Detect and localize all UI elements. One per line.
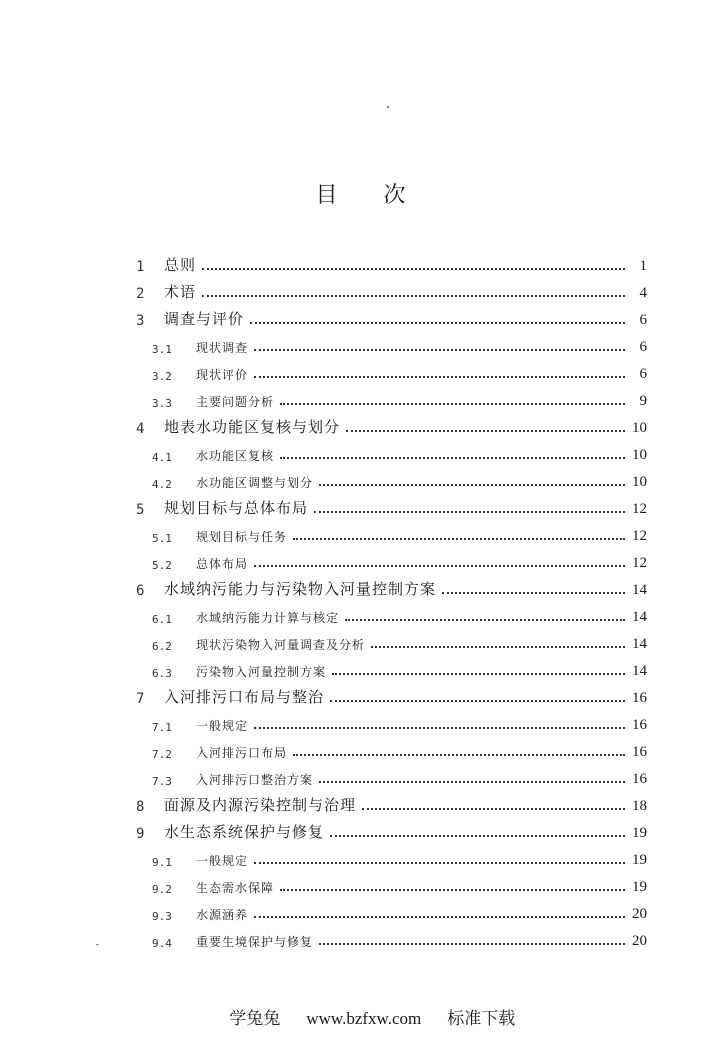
toc-section-entry[interactable] bbox=[132, 545, 647, 572]
toc-entry-title: 现状调查 bbox=[196, 341, 249, 355]
toc-entry-number: 7 bbox=[136, 691, 145, 707]
toc-dot-leader bbox=[314, 507, 625, 513]
toc-page-number: 19 bbox=[632, 825, 647, 841]
toc-dot-leader bbox=[319, 777, 625, 783]
toc-entry-title: 调查与评价 bbox=[164, 310, 245, 328]
toc-entry-number: 9.1 bbox=[152, 856, 172, 869]
toc-entry-title: 污染物入河量控制方案 bbox=[196, 665, 327, 679]
toc-dot-leader bbox=[202, 291, 625, 297]
toc-entry-title: 现状污染物入河量调查及分析 bbox=[196, 638, 366, 652]
toc-chapter-entry[interactable] bbox=[132, 410, 647, 437]
toc-page-number: 10 bbox=[632, 474, 647, 490]
toc-dot-leader bbox=[202, 264, 625, 270]
toc-entry-title: 术语 bbox=[164, 283, 197, 301]
toc-entry-number: 6 bbox=[136, 583, 145, 599]
toc-chapter-entry[interactable] bbox=[132, 275, 647, 302]
toc-entry-number: 5.1 bbox=[152, 532, 172, 545]
toc-dot-leader bbox=[332, 669, 625, 675]
toc-entry-number: 3.3 bbox=[152, 397, 172, 410]
toc-page-number: 19 bbox=[632, 879, 647, 895]
toc-page-number: 12 bbox=[632, 555, 647, 571]
toc-dot-leader bbox=[293, 750, 625, 756]
toc-entry-title: 水生态系统保护与修复 bbox=[164, 823, 325, 841]
toc-entry-number: 3 bbox=[136, 313, 145, 329]
toc-page-number: 14 bbox=[632, 663, 647, 679]
toc-page-number: 14 bbox=[632, 609, 647, 625]
toc-chapter-entry[interactable] bbox=[132, 491, 647, 518]
toc-dot-leader bbox=[346, 426, 625, 432]
toc-dot-leader bbox=[362, 804, 625, 810]
toc-entry-title: 入河排污口布局与整治 bbox=[164, 688, 325, 706]
toc-page-number: 16 bbox=[632, 690, 647, 706]
toc-entry-title: 生态需水保障 bbox=[196, 881, 275, 895]
toc-entry-number: 3.1 bbox=[152, 343, 172, 356]
toc-entry-title: 现状评价 bbox=[196, 368, 249, 382]
toc-entry-number: 6.3 bbox=[152, 667, 172, 680]
toc-page-number: 16 bbox=[632, 717, 647, 733]
toc-dot-leader bbox=[293, 534, 625, 540]
toc-entry-title: 水域纳污能力计算与核定 bbox=[196, 611, 340, 625]
title-char-1: 目 bbox=[315, 183, 340, 208]
toc-page-number: 19 bbox=[632, 852, 647, 868]
toc-dot-leader bbox=[442, 588, 625, 594]
title-char-2: 次 bbox=[383, 183, 408, 208]
toc-entry-number: 5 bbox=[136, 502, 145, 518]
toc-section-entry[interactable] bbox=[132, 761, 647, 788]
toc-entry-title: 入河排污口整治方案 bbox=[196, 773, 314, 787]
toc-page-number: 12 bbox=[632, 528, 647, 544]
toc-page-number: 6 bbox=[639, 339, 647, 355]
toc-page-number: 14 bbox=[632, 636, 647, 652]
scan-speck bbox=[387, 106, 389, 108]
toc-entry-title: 重要生境保护与修复 bbox=[196, 935, 314, 949]
toc-entry-title: 地表水功能区复核与划分 bbox=[164, 418, 341, 436]
toc-entry-title: 规划目标与任务 bbox=[196, 530, 288, 544]
toc-section-entry[interactable] bbox=[132, 383, 647, 410]
toc-dot-leader bbox=[254, 345, 625, 351]
toc-entry-number: 1 bbox=[136, 259, 145, 275]
toc-page-number: 10 bbox=[632, 420, 647, 436]
toc-dot-leader bbox=[319, 480, 625, 486]
toc-entry-number: 6.1 bbox=[152, 613, 172, 626]
toc-section-entry[interactable] bbox=[132, 707, 647, 734]
toc-dot-leader bbox=[330, 696, 625, 702]
toc-dot-leader bbox=[280, 885, 625, 891]
toc-entry-number: 4.1 bbox=[152, 451, 172, 464]
toc-entry-number: 5.2 bbox=[152, 559, 172, 572]
toc-dot-leader bbox=[250, 318, 625, 324]
toc-dot-leader bbox=[330, 831, 625, 837]
toc-section-entry[interactable] bbox=[132, 734, 647, 761]
table-of-contents bbox=[132, 248, 647, 950]
toc-entry-title: 一般规定 bbox=[196, 719, 249, 733]
toc-section-entry[interactable] bbox=[132, 356, 647, 383]
toc-chapter-entry[interactable] bbox=[132, 572, 647, 599]
toc-entry-number: 4 bbox=[136, 421, 145, 437]
footer-slogan: 标准下载 bbox=[447, 1009, 516, 1029]
toc-page-number: 20 bbox=[632, 906, 647, 922]
toc-section-entry[interactable] bbox=[132, 464, 647, 491]
toc-entry-number: 9 bbox=[136, 826, 145, 842]
toc-dot-leader bbox=[254, 912, 625, 918]
toc-page-number: 6 bbox=[639, 312, 647, 328]
toc-dot-leader bbox=[254, 858, 625, 864]
toc-dot-leader bbox=[345, 615, 625, 621]
toc-entry-number: 9.3 bbox=[152, 910, 172, 923]
toc-entry-number: 7.3 bbox=[152, 775, 172, 788]
toc-entry-title: 总则 bbox=[164, 256, 197, 274]
toc-section-entry[interactable] bbox=[132, 437, 647, 464]
toc-page-number: 12 bbox=[632, 501, 647, 517]
toc-page-number: 10 bbox=[632, 447, 647, 463]
toc-entry-title: 水域纳污能力与污染物入河量控制方案 bbox=[164, 580, 437, 598]
toc-entry-number: 7.1 bbox=[152, 721, 172, 734]
toc-page-number: 6 bbox=[639, 366, 647, 382]
toc-entry-title: 总体布局 bbox=[196, 557, 249, 571]
toc-chapter-entry[interactable] bbox=[132, 302, 647, 329]
toc-page-number: 20 bbox=[632, 933, 647, 949]
toc-section-entry[interactable] bbox=[132, 518, 647, 545]
toc-entry-number: 7.2 bbox=[152, 748, 172, 761]
toc-entry-title: 水功能区复核 bbox=[196, 449, 275, 463]
toc-page-number: 14 bbox=[632, 582, 647, 598]
toc-entry-title: 规划目标与总体布局 bbox=[164, 499, 309, 517]
footer-brand: 学兔兔 bbox=[229, 1009, 281, 1029]
toc-chapter-entry[interactable] bbox=[132, 788, 647, 815]
toc-section-entry[interactable] bbox=[132, 869, 647, 896]
toc-dot-leader bbox=[254, 561, 625, 567]
toc-dot-leader bbox=[371, 642, 625, 648]
toc-entry-number: 2 bbox=[136, 286, 145, 302]
scan-speck bbox=[96, 944, 99, 945]
toc-dot-leader bbox=[254, 372, 625, 378]
footer-url[interactable]: www.bzfxw.com bbox=[306, 1009, 422, 1028]
toc-entry-number: 6.2 bbox=[152, 640, 172, 653]
toc-entry-title: 入河排污口布局 bbox=[196, 746, 288, 760]
toc-dot-leader bbox=[280, 399, 625, 405]
toc-page-number: 16 bbox=[632, 744, 647, 760]
toc-page-number: 1 bbox=[639, 258, 647, 274]
toc-section-entry[interactable] bbox=[132, 626, 647, 653]
toc-entry-title: 面源及内源污染控制与治理 bbox=[164, 796, 357, 814]
toc-entry-title: 水功能区调整与划分 bbox=[196, 476, 314, 490]
toc-section-entry[interactable] bbox=[132, 842, 647, 869]
toc-section-entry[interactable] bbox=[132, 599, 647, 626]
toc-page-number: 18 bbox=[632, 798, 647, 814]
toc-section-entry[interactable] bbox=[132, 896, 647, 923]
toc-page-number: 4 bbox=[639, 285, 647, 301]
toc-section-entry[interactable] bbox=[132, 653, 647, 680]
page-title bbox=[0, 178, 723, 209]
toc-page-number: 16 bbox=[632, 771, 647, 787]
toc-dot-leader bbox=[319, 939, 625, 945]
toc-entry-number: 9.2 bbox=[152, 883, 172, 896]
toc-entry-number: 3.2 bbox=[152, 370, 172, 383]
toc-dot-leader bbox=[254, 723, 625, 729]
toc-page-number: 9 bbox=[639, 393, 647, 409]
footer-watermark bbox=[0, 984, 723, 1049]
toc-entry-title: 一般规定 bbox=[196, 854, 249, 868]
toc-section-entry[interactable] bbox=[132, 329, 647, 356]
toc-chapter-entry[interactable] bbox=[132, 680, 647, 707]
toc-entry-number: 8 bbox=[136, 799, 145, 815]
toc-entry-number: 4.2 bbox=[152, 478, 172, 491]
toc-section-entry[interactable] bbox=[132, 923, 647, 950]
toc-entry-title: 主要问题分析 bbox=[196, 395, 275, 409]
toc-entry-title: 水源涵养 bbox=[196, 908, 249, 922]
toc-chapter-entry[interactable] bbox=[132, 815, 647, 842]
toc-dot-leader bbox=[280, 453, 625, 459]
toc-chapter-entry[interactable] bbox=[132, 248, 647, 275]
toc-entry-number: 9.4 bbox=[152, 937, 172, 950]
